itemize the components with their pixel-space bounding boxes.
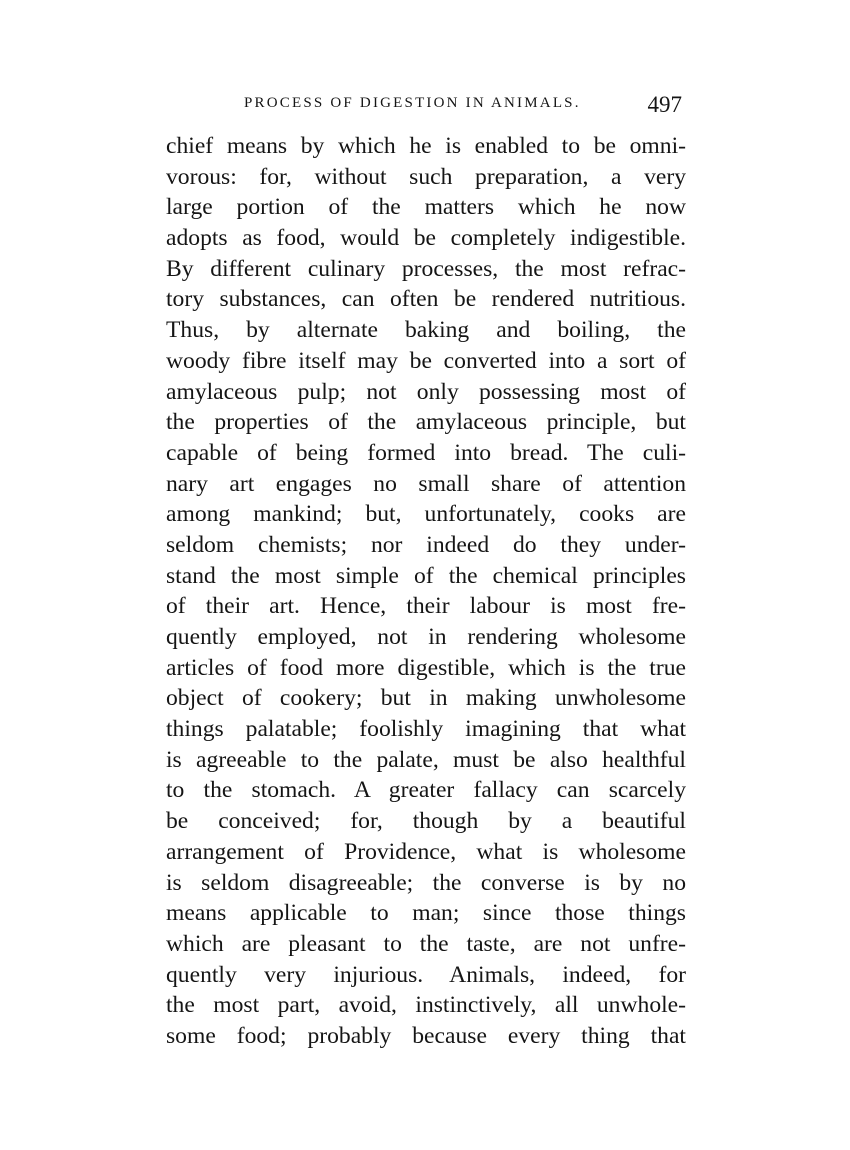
text-line: object of cookery; but in making unwholesome bbox=[166, 685, 686, 712]
text-line: stand the most simple of the chemical principles bbox=[166, 562, 686, 589]
text-line: the most part, avoid, instinctively, all unwhole- bbox=[166, 992, 686, 1019]
text-line: of their art. Hence, their labour is most fre- bbox=[166, 593, 686, 620]
text-line: is agreeable to the palate, must be also healthful bbox=[166, 746, 686, 773]
text-line: Thus, by alternate baking and boiling, the bbox=[166, 317, 686, 344]
text-line: arrangement of Providence, what is wholesome bbox=[166, 838, 686, 865]
text-line: adopts as food, would be completely indigestible. bbox=[166, 225, 686, 252]
text-line: among mankind; but, unfortunately, cooks are bbox=[166, 501, 686, 528]
running-title: PROCESS OF DIGESTION IN ANIMALS. bbox=[244, 95, 581, 111]
text-line: be conceived; for, though by a beautiful bbox=[166, 808, 686, 835]
text-line: quently employed, not in rendering wholesome bbox=[166, 624, 686, 650]
text-line: to the stomach. A greater fallacy can scarcely bbox=[166, 777, 686, 804]
running-head bbox=[166, 93, 686, 123]
text-line: articles of food more digestible, which is the true bbox=[166, 654, 686, 681]
text-line: seldom chemists; nor indeed do they under- bbox=[166, 531, 686, 558]
text-line: is seldom disagreeable; the converse is by no bbox=[166, 869, 686, 896]
text-line: large portion of the matters which he now bbox=[166, 194, 686, 221]
text-line: By different culinary processes, the most refrac- bbox=[166, 255, 686, 282]
text-line: things palatable; foolishly imagining that what bbox=[166, 716, 686, 743]
text-line: capable of being formed into bread. The culi- bbox=[166, 439, 686, 466]
text-line: the properties of the amylaceous principle, but bbox=[166, 409, 686, 436]
text-line: chief means by which he is enabled to be omni- bbox=[166, 133, 686, 159]
text-line: vorous: for, without such preparation, a very bbox=[166, 163, 686, 190]
body-text bbox=[166, 131, 686, 1052]
text-line: quently very injurious. Animals, indeed, for bbox=[166, 961, 686, 988]
text-line: some food; probably because every thing that bbox=[166, 1022, 686, 1049]
text-line: tory substances, can often be rendered nutritious. bbox=[166, 286, 686, 313]
text-line: nary art engages no small share of attention bbox=[166, 470, 686, 497]
page-number: 497 bbox=[647, 92, 682, 117]
text-line: amylaceous pulp; not only possessing most of bbox=[166, 378, 686, 405]
text-line: means applicable to man; since those things bbox=[166, 900, 686, 927]
text-line: which are pleasant to the taste, are not unfre- bbox=[166, 930, 686, 957]
text-line: woody fibre itself may be converted into a sort of bbox=[166, 347, 686, 374]
